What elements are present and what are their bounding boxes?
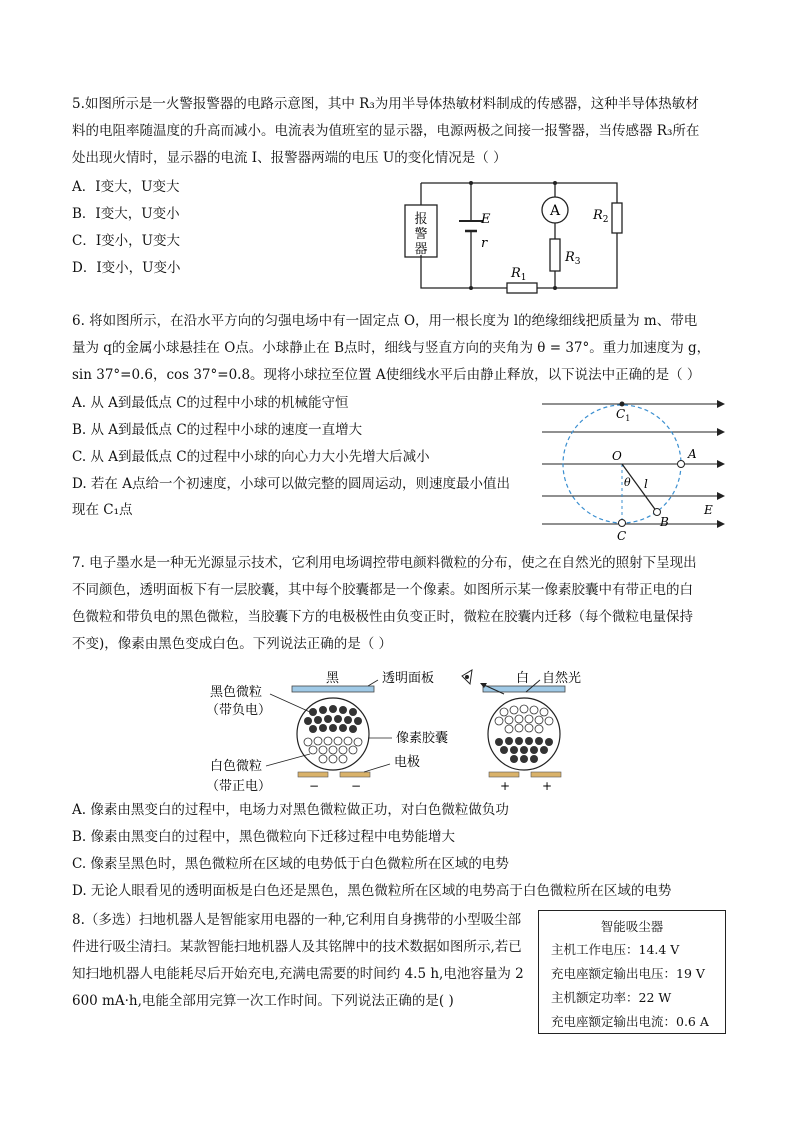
alarm-label-2: 警 [414,227,428,242]
a-label: A [688,447,697,461]
white-label: 白 [516,671,530,686]
electrode-label: 电极 [394,755,421,770]
q6-line: 6. 将如图所示，在沿水平方向的匀强电场中有一固定点 O，用一根长度为 l的绝缘细线把质量为 m、带电 [72,313,698,329]
q6-option-d-cont: 现在 C₁点 [72,502,133,518]
plus-sign: + [500,779,511,793]
nameplate-row: 主机工作电压：14.4 V [551,942,680,957]
plus-sign: + [542,779,553,793]
l-label: l [644,477,648,491]
q8-line: 知扫地机器人电能耗尽后开始充电,充满电需要的时间约 4.5 h,电池容量为 2 [72,966,524,982]
c-label: C [617,529,627,542]
nameplate-row: 充电座额定输出电压：19 V [551,966,705,981]
q7-option-a: A. 像素由黑变白的过程中，电场力对黑色微粒做正功，对白色微粒做负功 [72,802,509,818]
q6-field-figure [540,392,730,542]
neg-charge-label: （带负电） [206,703,272,718]
black-label: 黑 [326,671,340,686]
black-particle-label: 黑色微粒 [210,685,263,700]
q6-option-c: C. 从 A到最低点 C的过程中小球的向心力大小先增大后减小 [72,449,430,465]
q5-option-c: C．I变小，U变大 [72,233,181,249]
q8-line: 8.（多选）扫地机器人是智能家用电器的一种,它利用自身携带的小型吸尘部 [72,912,522,928]
r2-label: $R_2$ [593,208,609,225]
q7-eink-figure [200,666,620,796]
capsule-label: 像素胶囊 [396,731,449,746]
q5-option-a: A．I变大，U变大 [72,179,180,195]
white-particle-label: 白色微粒 [210,759,263,774]
q7-option-d: D. 无论人眼看见的透明面板是白色还是黑色，黑色微粒所在区域的电势高于白色微粒所在区域的电势 [72,883,672,899]
q5-circuit-figure [395,175,645,300]
q7-line: 不同颜色，透明面板下有一层胶囊，其中每个胶囊都是一个像素。如图所示某一像素胶囊中有带正电的白 [72,582,693,598]
nameplate-row: 充电座额定输出电流：0.6 A [551,1014,709,1029]
q7-line: 7. 电子墨水是一种无光源显示技术，它利用电场调控带电颜料微粒的分布，使之在自然光的照射下呈现出 [72,555,697,571]
q7-option-b: B. 像素由黑变白的过程中，黑色微粒向下迁移过程中电势能增大 [72,829,456,845]
q6-option-b: B. 从 A到最低点 C的过程中小球的速度一直增大 [72,422,363,438]
ammeter-label: A [549,203,561,219]
alarm-label-3: 器 [414,242,428,257]
emf-label: E [481,212,491,227]
nameplate-row: 主机额定功率：22 W [551,990,672,1005]
q8-line: 600 mA·h,电能全部用完算一次工作时间。下列说法正确的是( ) [72,993,454,1009]
alarm-label-1: 报 [414,212,428,227]
c1-label: $C_1$ [616,407,631,423]
q5-line: 料的电阻率随温度的升高而减小。电流表为值班室的显示器，电源两极之间接一报警器，当传感器 R₃所在 [72,123,700,139]
minus-sign: − [351,779,362,793]
q6-option-d: D. 若在 A点给一个初速度，小球可以做完整的圆周运动，则速度最小值出 [72,476,510,492]
nameplate-table [538,910,726,1034]
e-label: E [704,503,713,517]
q7-line: 色微粒和带负电的黑色微粒，当胶囊下方的电极极性由负变正时，微粒在胶囊内迁移（每个微粒电量保持 [72,609,693,625]
q6-line: 量为 q的金属小球悬挂在 O点。小球静止在 B点时，细线与竖直方向的夹角为 θ = 37°。重力加速度为 g， [72,340,711,356]
minus-sign: − [309,779,320,793]
q7-line: 不变)，像素由黑色变成白色。下列说法正确的是（ ） [72,636,393,652]
q6-line: sin 37°=0.6，cos 37°=0.8。现将小球拉至位置 A使细线水平后由静止释放，以下说法中正确的是（ ） [72,367,701,383]
q8-line: 件进行吸尘清扫。某款智能扫地机器人及其铭牌中的技术数据如图所示,若已 [72,939,522,955]
q7-option-c: C. 像素呈黑色时，黑色微粒所在区域的电势低于白色微粒所在区域的电势 [72,856,509,872]
r1-label: $R_1$ [511,266,527,283]
q5-option-d: D．I变小，U变小 [72,260,181,276]
q6-option-a: A. 从 A到最低点 C的过程中小球的机械能守恒 [72,395,349,411]
q5-line: 处出现火情时，显示器的电流 I、报警器两端的电压 U的变化情况是（ ） [72,150,507,166]
nameplate-title: 智能吸尘器 [600,919,664,934]
natural-light-label: 自然光 [542,671,582,686]
q5-line: 5.如图所示是一火警报警器的电路示意图，其中 R₃为用半导体热敏材料制成的传感器，这种半导体热敏材 [72,96,699,112]
pos-charge-label: （带正电） [206,779,272,794]
internal-resistance-label: r [481,236,488,251]
r3-label: $R_3$ [565,250,581,267]
panel-label: 透明面板 [382,671,435,686]
o-label: O [612,449,622,463]
b-label: B [660,515,669,529]
theta-label: θ [624,476,631,489]
q5-option-b: B．I变大，U变小 [72,206,180,222]
